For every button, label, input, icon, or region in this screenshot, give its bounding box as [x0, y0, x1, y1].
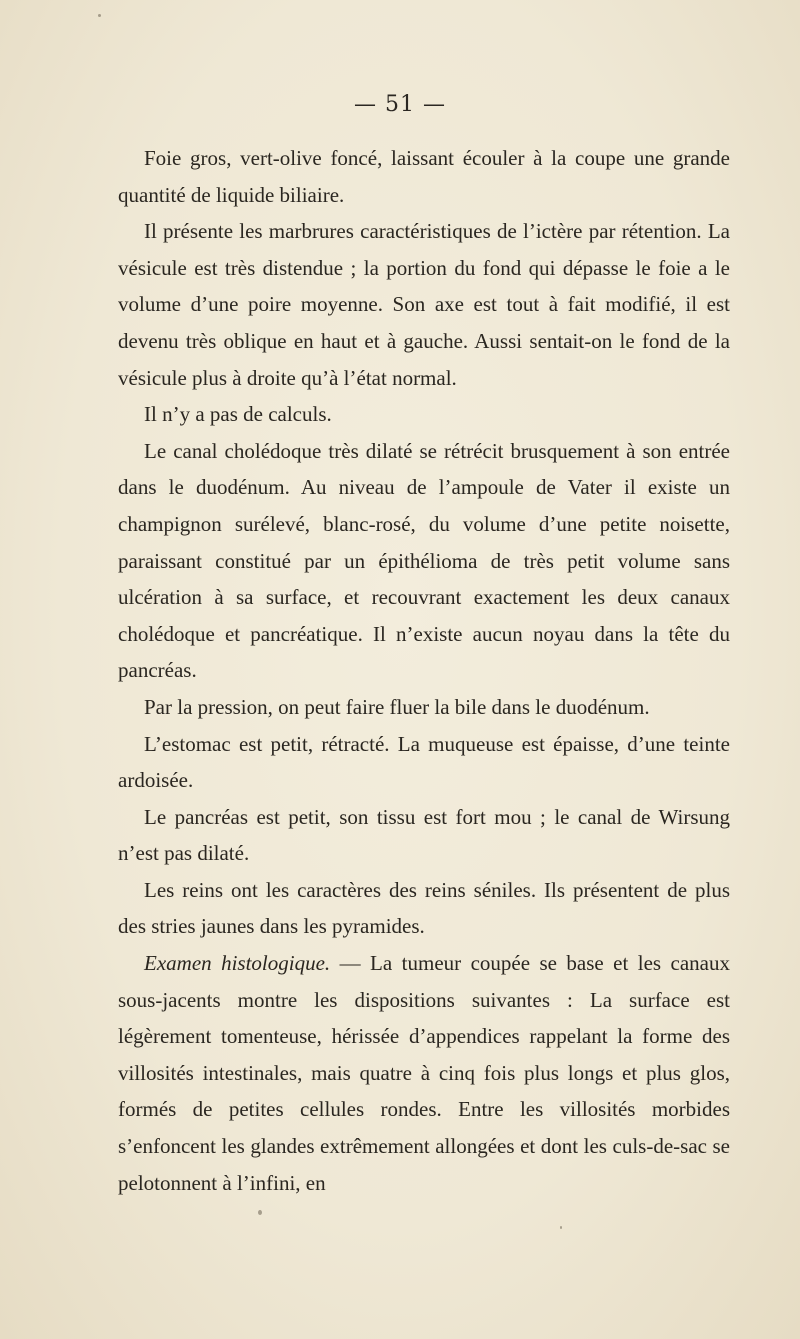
paragraph-stomach: L’estomac est petit, rétracté. La muqueuse est épaisse, d’une teinte ardoisée.	[118, 731, 730, 793]
paragraph-pancreas: Le pancréas est petit, son tissu est fort mou ; le canal de Wirsung n’est pas dilaté.	[118, 804, 730, 866]
page-number: — 51 —	[354, 92, 446, 117]
paper-speck	[258, 1210, 262, 1215]
body-text	[118, 140, 730, 1201]
paragraph-gallbladder: Il présente les marbrures caractéristiques de l’ictère par rétention. La vésicule est très distendue ; la portion du fond qui dépasse le foie a le volume d’une poire moyenne. Son axe est tout à fait modifié, il est devenu très oblique en haut et à gauche. Aussi sentait-on le fond de la vésicule plus à droite qu’à l’état normal.	[118, 219, 730, 390]
histology-heading: Examen histologique.	[144, 951, 331, 976]
paragraph-liver: Foie gros, vert-olive foncé, laissant écouler à la coupe une grande quantité de liquide biliaire.	[118, 146, 730, 207]
paper-speck	[560, 1226, 562, 1229]
paragraph-histology	[118, 945, 730, 1201]
paragraph-kidneys: Les reins ont les caractères des reins séniles. Ils présentent de plus des stries jaunes dans les pyramides.	[118, 877, 730, 939]
paragraph-bile-duct: Le canal cholédoque très dilaté se rétrécit brusquement à son entrée dans le duodénum. Au niveau de l’ampoule de Vater il existe un champignon surélevé, blanc-rosé, du volume d’une petite noisette, paraissant constitué par un épithélioma de très petit volume sans ulcération à sa surface, et recouvrant exactement les deux canaux cholédoque et pancréatique. Il n’existe aucun noyau dans la tête du pancréas.	[118, 438, 730, 683]
paragraph-pressure: Par la pression, on peut faire fluer la bile dans le duodénum.	[144, 694, 650, 719]
paragraph-calculi: Il n’y a pas de calculs.	[144, 402, 332, 427]
histology-text: — La tumeur coupée se base et les canaux sous-jacents montre les dispositions suivantes : La surface est légèrement tomenteuse, hérissée d’appendices rappelant la forme des villosités intestinales, mais quatre à cinq fois plus longs et plus glos, formés de petites cellules rondes. Entre les villosités morbides s’enfoncent les glandes extrêmement allongées et dont les culs-de-sac se pelotonnent à l’infini, en	[118, 951, 730, 1195]
paper-speck	[98, 14, 101, 17]
